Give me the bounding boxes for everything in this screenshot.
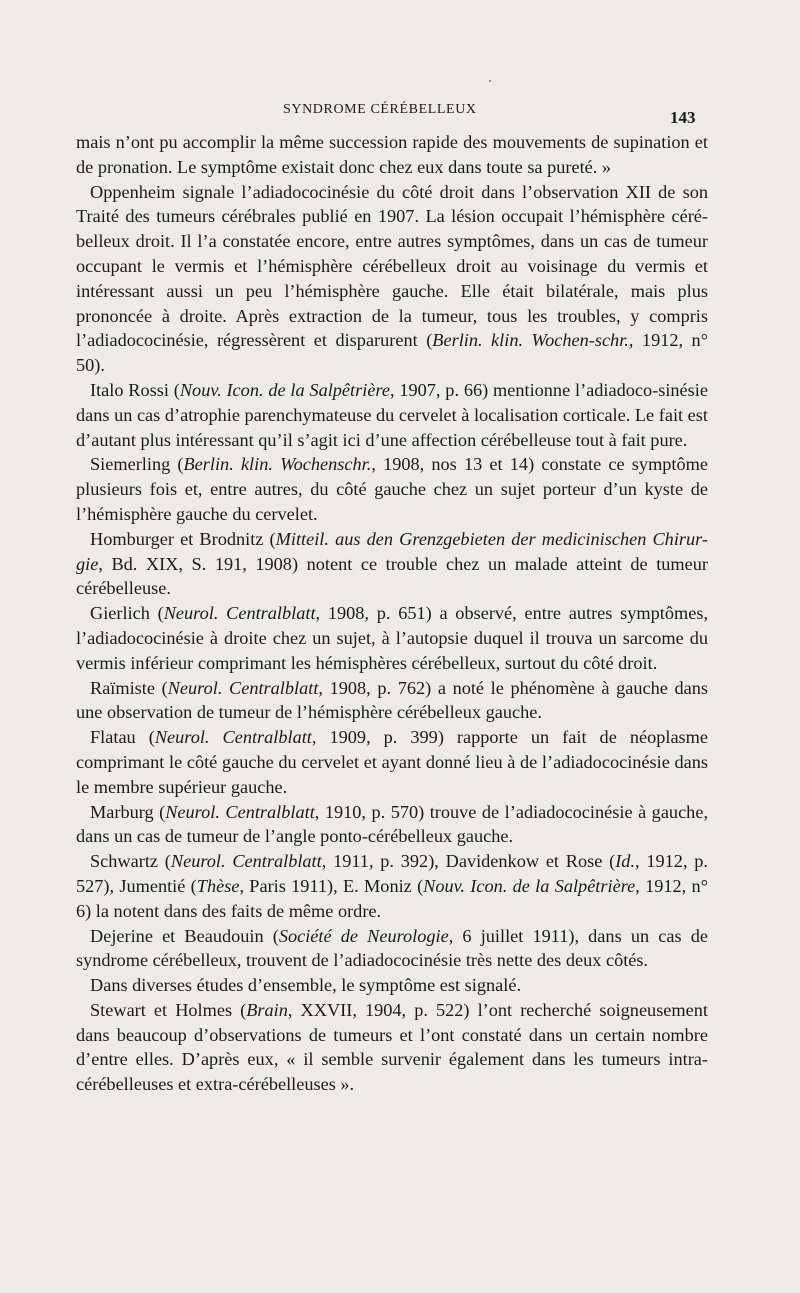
page-number: 143 [670,108,696,127]
text-run: Raïmiste ( [90,677,168,698]
paragraph [76,527,708,601]
text-run: , 1907, p. 66) mentionne l’adiadoco-sinésie dans un cas d’atrophie parenchymateuse du cervelet à localisation corticale. Le fait est d’autant plus intéressant qu’il s’agit ici d’une affection cérébelleuse tout à fait pure. [76,379,708,450]
text-run: , 1909, p. 399) rapporte un fait de néoplasme comprimant le côté gauche du cervelet et ayant donné lieu à de l’adiadococinésie dans le membre supérieur gauche. [76,727,709,797]
citation-italic: Thèse [196,875,240,896]
print-speck [489,80,491,82]
paragraph [76,725,708,799]
text-run: Stewart et Holmes ( [90,999,247,1020]
page-header [0,96,800,127]
paragraph [76,849,708,923]
text-run: , 1912, n° 50). [76,330,709,376]
text-run: Schwartz ( [90,851,171,872]
text-run: , 1908, nos 13 et 14) constate ce symptôme plusieurs fois et, entre autres, du côté gauche chez un sujet porteur d’un kyste de l’hémisphère gauche du cervelet. [76,454,708,524]
citation-italic: Nouv. Icon. de la Salpêtrière [423,875,636,896]
paragraph [76,676,708,726]
citation-italic: Neurol. Centralblatt [154,727,312,748]
text-run: Marburg ( [90,801,166,822]
citation-italic: Mitteil. aus den Grenzgebieten der medicinischen Chirur-gie [76,528,708,574]
citation-italic: Neurol. Centralblatt [170,851,322,872]
text-run: , Bd. XIX, S. 191, 1908) notent ce trouble chez un malade atteint de tumeur cérébelleuse. [76,553,708,599]
paragraph [76,452,708,526]
citation-italic: Neurol. Centralblatt [165,801,315,822]
paragraph [76,378,708,452]
citation-italic: Neurol. Centralblatt [167,677,319,698]
citation-italic: Nouv. Icon. de la Salpêtrière [179,379,390,400]
citation-italic: Neurol. Centralblatt [163,603,316,624]
text-run: , 1912, n° 6) la notent dans des faits de même ordre. [76,875,709,921]
paragraph [76,800,708,850]
text-run: Homburger et Brodnitz ( [90,528,276,549]
citation-italic: Berlin. klin. Wochen-schr. [432,330,629,351]
text-run: , XXVII, 1904, p. 522) l’ont recherché soigneusement dans beaucoup d’observations de tumeurs et l’ont constaté dans un certain nombre d’entre elles. D’après eux, « il semble survenir également dans les tumeurs intra-cérébelleuses et extra-cérébelleuses ». [76,999,708,1095]
paragraph [76,998,708,1097]
citation-italic: Brain [246,999,288,1020]
text-run: Flatau ( [90,727,155,748]
text-run: Gierlich ( [90,603,164,624]
text-run: , 1908, p. 651) a observé, entre autres symptômes, l’adiadococinésie à droite chez un sujet, à l’autopsie duquel il trouva un sarcome du vermis inférieur comprimant les hémisphères cérébelleux, surtout du côté droit. [76,603,709,673]
text-run: , 1908, p. 762) a noté le phénomène à gauche dans une observation de tumeur de l’hémisphère cérébelleux gauche. [76,677,709,723]
running-title: SYNDROME CÉRÉBELLEUX [283,102,477,117]
text-run: , 1912, p. 527), Jumentié ( [76,851,708,896]
text-run: , 1911, p. 392), Davidenkow et Rose ( [321,851,616,872]
text-run: , 1910, p. 570) trouve de l’adiadococinésie à gauche, dans un cas de tumeur de l’angle ponto-cérébelleux gauche. [76,801,709,847]
paragraph [76,973,708,998]
text-run: Siemerling ( [90,454,184,475]
text-run: mais n’ont pu accomplir la même succession rapide des mouvements de supination et de pronation. Le symptôme existait donc chez eux dans toute sa pureté. » [76,132,708,177]
body-text [76,130,708,1097]
text-run: , Paris 1911), E. Moniz ( [239,875,424,896]
text-run: Italo Rossi ( [90,379,180,400]
citation-italic: Société de Neurologie [278,925,449,946]
paragraph [76,130,708,180]
text-run: Oppenheim signale l’adiadococinésie du côté droit dans l’observation XII de son Traité des tumeurs cérébrales publié en 1907. La lésion occupait l’hémisphère céré-belleux droit. Il l’a constatée encore, entre autres symptômes, dans un cas de tumeur occupant le vermis et l’hémisphère cérébelleux droit au voisinage du vermis et intéressant aussi un peu l’hémisphère gauche. Elle était bilatérale, mais plus prononcée à droite. Après extraction de la tumeur, tous les troubles, y compris l’adiadococinésie, régressèrent et disparurent ( [76,181,708,351]
text-run: , 6 juillet 1911), dans un cas de syndrome cérébelleux, trouvent de l’adiadococinésie très nette des deux côtés. [76,925,708,971]
text-run: Dejerine et Beaudouin ( [90,925,279,946]
paragraph [76,601,708,675]
text-run: Dans diverses études d’ensemble, le symptôme est signalé. [90,975,522,996]
paragraph [76,180,708,378]
citation-italic: Id. [615,851,636,872]
paragraph [76,924,708,974]
citation-italic: Berlin. klin. Wochenschr. [183,454,372,475]
